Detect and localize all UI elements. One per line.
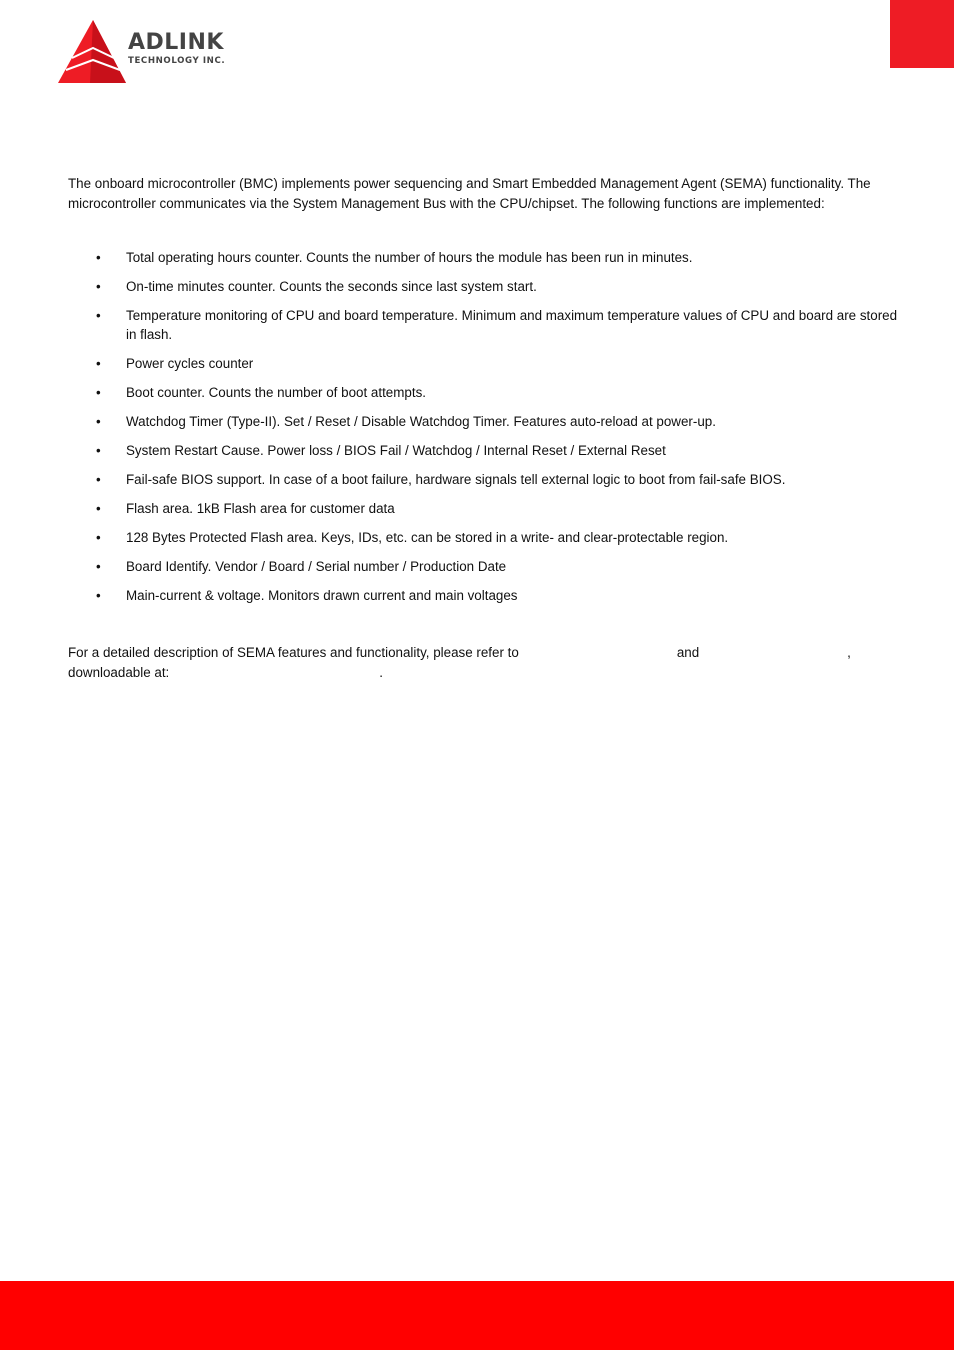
feature-text: Boot counter. Counts the number of boot attempts. (126, 384, 426, 400)
brand-name: ADLINK (128, 30, 224, 55)
bullet-icon: • (96, 471, 101, 487)
feature-text: System Restart Cause. Power loss / BIOS Fail / Watchdog / Internal Reset / External Reset (126, 442, 666, 458)
feature-text: 128 Bytes Protected Flash area. Keys, IDs, etc. can be stored in a write- and clear-protectable region. (126, 529, 729, 545)
feature-text: Temperature monitoring of CPU and board temperature. Minimum and maximum temperature values of CPU and board are stored in flash. (126, 308, 898, 342)
bullet-icon: • (96, 413, 101, 429)
feature-text: Main-current & voltage. Monitors drawn current and main voltages (126, 587, 518, 603)
feature-text: Board Identify. Vendor / Board / Serial number / Production Date (126, 558, 507, 574)
list-item (68, 278, 898, 297)
feature-text: Fail-safe BIOS support. In case of a boot failure, hardware signals tell external logic to boot from fail-safe BIOS. (126, 471, 786, 487)
list-item (68, 587, 898, 606)
intro-paragraph: The onboard microcontroller (BMC) implements power sequencing and Smart Embedded Management Agent (SEMA) functionality. The microcontroller communicates via the System Management Bus with the CPU/chipset. The following functions are implemented: (68, 176, 871, 211)
bullet-icon: • (96, 355, 101, 371)
feature-text: On-time minutes counter. Counts the seconds since last system start. (126, 279, 537, 294)
bullet-icon: • (96, 587, 101, 603)
list-item (68, 442, 898, 461)
feature-text: Total operating hours counter. Counts the number of hours the module has been run in minutes. (126, 250, 693, 265)
outro-text-5: . (379, 665, 383, 680)
outro-text-1: For a detailed description of SEMA features and functionality, please refer to (68, 645, 519, 660)
list-item (68, 307, 898, 344)
list-item (68, 471, 898, 490)
list-item (68, 413, 898, 432)
bullet-icon: • (96, 250, 101, 265)
list-item (68, 558, 898, 577)
bullet-icon: • (96, 308, 101, 323)
list-item (68, 529, 898, 548)
bullet-icon: • (96, 558, 101, 574)
list-item (68, 384, 898, 403)
outro-text-3: , (847, 645, 851, 660)
outro-paragraph (68, 643, 898, 683)
list-item (68, 249, 898, 268)
feature-text: Flash area. 1kB Flash area for customer data (126, 500, 395, 516)
brand-tagline: TECHNOLOGY INC. (128, 56, 226, 66)
bullet-icon: • (96, 442, 101, 458)
adlink-triangle-icon (58, 18, 128, 88)
bullet-icon: • (96, 500, 101, 516)
bullet-icon: • (96, 529, 101, 545)
list-item (68, 355, 898, 374)
bullet-icon: • (96, 279, 101, 294)
bullet-icon: • (96, 384, 101, 400)
feature-text: Watchdog Timer (Type-II). Set / Reset / Disable Watchdog Timer. Features auto-reload at power-up. (126, 413, 716, 429)
feature-text: Power cycles counter (126, 355, 254, 371)
feature-list (68, 249, 898, 616)
footer-bar (0, 1281, 954, 1350)
adlink-logo (58, 18, 268, 88)
outro-text-4: downloadable at: (68, 665, 170, 680)
list-item (68, 500, 898, 519)
corner-tab (890, 0, 954, 68)
outro-text-2: and (676, 645, 700, 660)
